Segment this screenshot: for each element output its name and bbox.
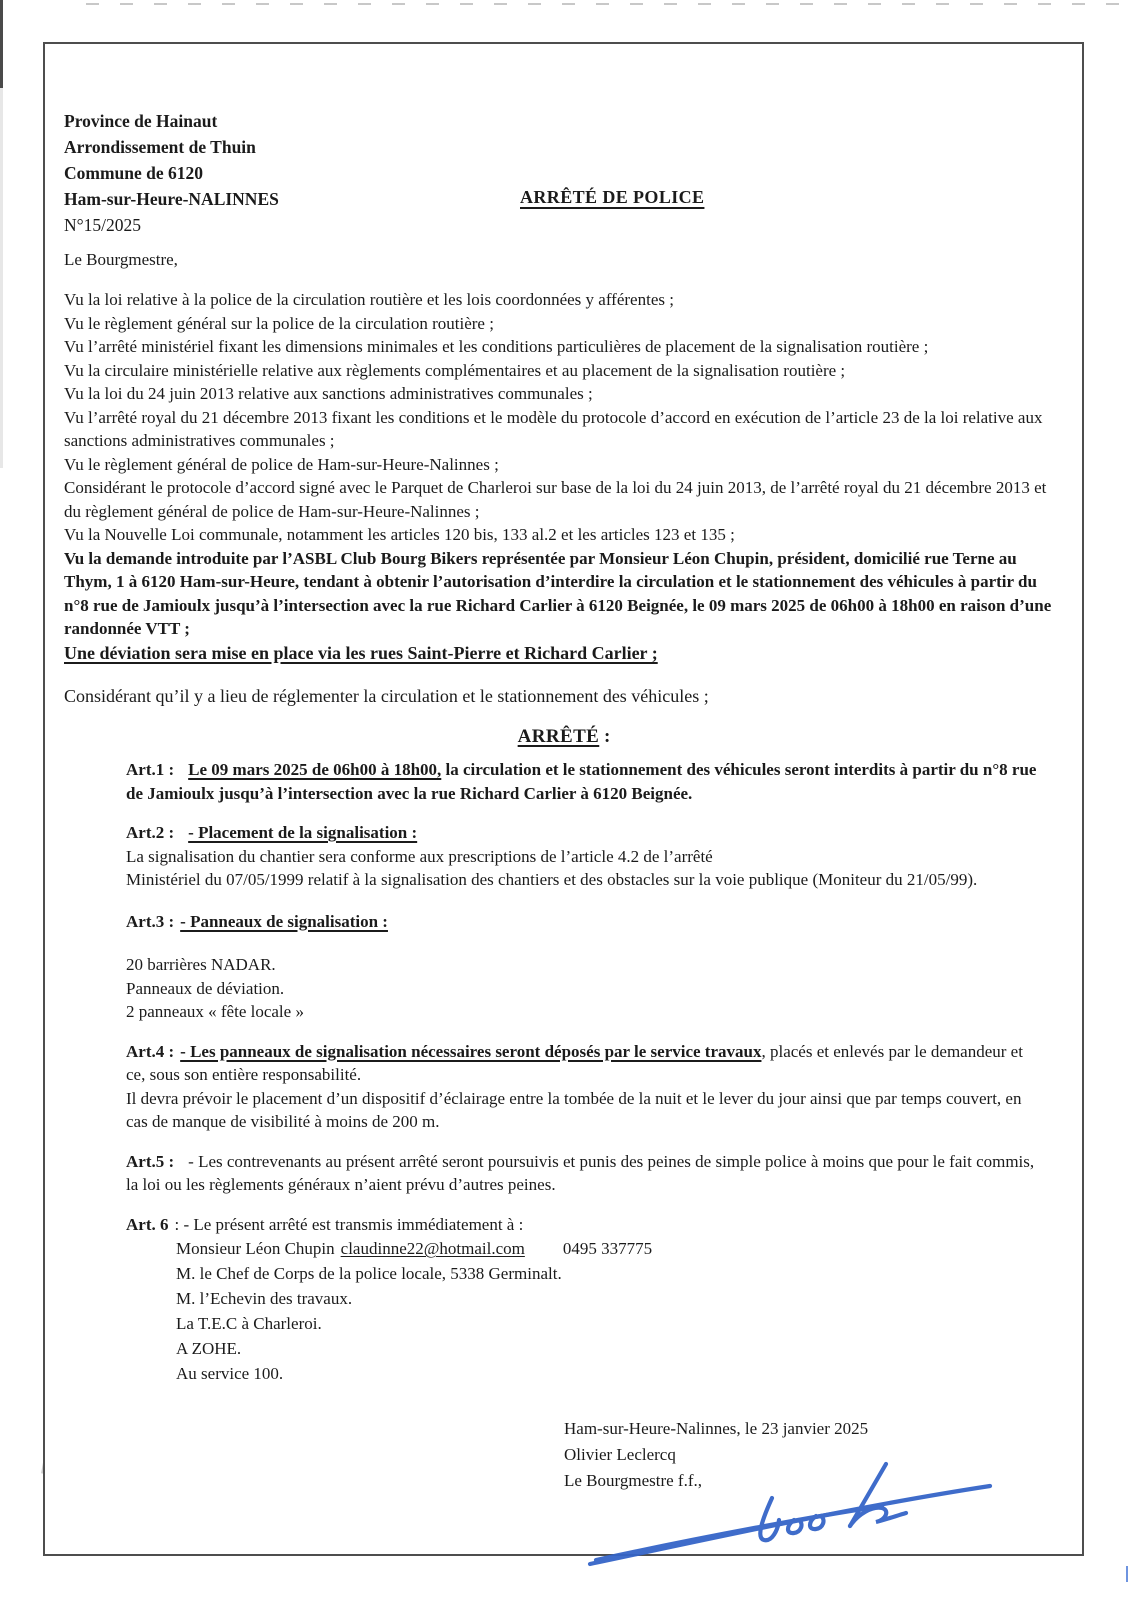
article-4-underlined: - Les panneaux de signalisation nécessaires seront déposés par le service travaux <box>180 1041 762 1061</box>
document-frame <box>43 42 1084 1556</box>
recipient: M. le Chef de Corps de la police locale, 5338 Germinalt. <box>176 1264 562 1283</box>
recital: Vu l’arrêté royal du 21 décembre 2013 fixant les conditions et le modèle du protocole d’accord en exécution de l’article 23 de la loi relative aux sanctions administratives communales ; <box>64 407 1043 450</box>
article-3-heading: - Panneaux de signalisation : <box>180 911 388 931</box>
recital: Vu la loi du 24 juin 2013 relative aux sanctions administratives communales ; <box>64 384 593 403</box>
article-4-body: , placés et enlevés par le demandeur et ce, sous son entière responsabilité. <box>126 1041 1023 1084</box>
article-5 <box>126 1150 1046 1197</box>
recital: Vu la loi relative à la police de la circulation routière et les lois coordonnées y afférentes ; <box>64 290 674 309</box>
deviation-notice: Une déviation sera mise en place via les rues Saint-Pierre et Richard Carlier ; <box>64 642 658 663</box>
issuer-commune: Commune de 6120 <box>64 163 204 183</box>
decree-heading <box>64 725 1064 749</box>
article-1-label: Art.1 : <box>126 760 175 779</box>
issuer-municipality: Ham-sur-Heure-NALINNES <box>64 189 279 209</box>
decree-ref-number: N°15/2025 <box>64 215 141 235</box>
article-2 <box>126 821 1046 892</box>
request-recital: Vu la demande introduite par l’ASBL Club Bourg Bikers représentée par Monsieur Léon Chupin, président, domicilié rue Terne au Thym, 1 à 6120 Ham-sur-Heure, tendant à obtenir l’autorisation d’interdire la circulation et le stationnement des véhicules à partir du n°8 rue de Jamioulx jusqu’à l’intersection avec la rue Richard Carlier à 6120 Beignée, le 09 mars 2025 de 06h00 à 18h00 en raison d’une randonnée VTT ; <box>64 548 1052 638</box>
article-6-intro: : - Le présent arrêté est transmis immédiatement à : <box>174 1214 524 1234</box>
article-6-label: Art. 6 <box>126 1214 169 1234</box>
article-3-items <box>126 953 1046 1024</box>
signature-block <box>564 1416 1064 1494</box>
recital: Considérant le protocole d’accord signé avec le Parquet de Charleroi sur base de la loi du 24 juin 2013, de l’arrêté royal du 21 décembre 2013 et du règlement général de police de Ham-sur-Heure-Nalinnes ; <box>64 478 1047 521</box>
scan-artifact <box>1126 1566 1128 1582</box>
article-6 <box>126 1213 1046 1387</box>
article-3-label: Art.3 : <box>126 911 175 931</box>
recital: Vu le règlement général de police de Ham-sur-Heure-Nalinnes ; <box>64 454 499 474</box>
signature-signer-title: Le Bourgmestre f.f., <box>564 1471 703 1490</box>
recipient-name: Monsieur Léon Chupin <box>176 1239 335 1258</box>
signal-item: Panneaux de déviation. <box>126 978 285 998</box>
signature-scribble <box>586 1456 996 1571</box>
article-1 <box>126 758 1046 805</box>
article-4-label: Art.4 : <box>126 1041 175 1061</box>
issuer-province: Province de Hainaut <box>64 111 218 131</box>
scan-noise-line <box>86 3 1120 5</box>
article-3 <box>126 910 1046 1024</box>
article-1-body: la circulation et le stationnement des véhicules seront interdits à partir du n°8 rue de Jamioulx jusqu’à l’intersection avec la rue Richard Carlier à 6120 Beignée. <box>126 760 1037 803</box>
salutation: Le Bourgmestre, <box>64 250 178 269</box>
recipient: Au service 100. <box>176 1364 284 1383</box>
decree-heading-word: ARRÊTÉ <box>517 725 600 747</box>
decree-heading-colon: : <box>599 725 611 747</box>
article-2-line1: La signalisation du chantier sera conforme aux prescriptions de l’article 4.2 de l’arrêté <box>126 846 713 866</box>
article-1-text <box>126 758 1046 805</box>
article-3-heading-line <box>126 910 1046 934</box>
preamble-recitals <box>64 288 1064 666</box>
recipient-primary <box>176 1236 1046 1261</box>
article-5-body: - Les contrevenants au présent arrêté seront poursuivis et punis des peines de simple police à moins que pour le fait commis, la loi ou les règlements généraux n’aient prévu d’autres peines. <box>126 1151 1035 1194</box>
article-5-label: Art.5 : <box>126 1151 175 1171</box>
recital: Vu la circulaire ministérielle relative aux règlements complémentaires et au placement de la signalisation routière ; <box>64 360 846 380</box>
scan-edge-artifact <box>0 88 3 468</box>
document-title: ARRÊTÉ DE POLICE <box>520 187 705 207</box>
signature-place-date: Ham-sur-Heure-Nalinnes, le 23 janvier 2025 <box>564 1419 869 1438</box>
recipient-phone: 0495 337775 <box>562 1239 653 1258</box>
article-6-recipients <box>176 1236 1046 1386</box>
document-header <box>64 108 1064 238</box>
recipient: La T.E.C à Charleroi. <box>176 1314 322 1333</box>
article-2-label: Art.2 : <box>126 823 175 842</box>
recital: Vu la Nouvelle Loi communale, notamment les articles 120 bis, 133 al.2 et les articles 123 et 135 ; <box>64 525 735 544</box>
considering-clause: Considérant qu’il y a lieu de réglementer la circulation et le stationnement des véhicules ; <box>64 685 709 706</box>
recipient: M. l’Echevin des travaux. <box>176 1289 353 1308</box>
article-5-text <box>126 1150 1046 1197</box>
article-2-line2: Ministériel du 07/05/1999 relatif à la signalisation des chantiers et des obstacles sur la voie publique (Moniteur du 21/05/99). <box>126 870 978 889</box>
article-2-heading-line <box>126 821 1046 845</box>
article-6-intro-line <box>126 1213 1046 1237</box>
article-4-text <box>126 1040 1046 1087</box>
article-1-date-underlined: Le 09 mars 2025 de 06h00 à 18h00, <box>188 760 442 779</box>
article-4-paragraph-2: Il devra prévoir le placement d’un dispositif d’éclairage entre la tombée de la nuit et le lever du jour ainsi que par temps couvert, en cas de manque de visibilité à moins de 200 m. <box>126 1088 1022 1131</box>
signal-item: 20 barrières NADAR. <box>126 955 276 974</box>
signature-signer-name: Olivier Leclercq <box>564 1445 676 1464</box>
recital: Vu l’arrêté ministériel fixant les dimensions minimales et les conditions particulières de placement de la signalisation routière ; <box>64 337 929 356</box>
recital: Vu le règlement général sur la police de la circulation routière ; <box>64 313 494 333</box>
scan-edge-artifact <box>0 0 3 88</box>
issuer-arrondissement: Arrondissement de Thuin <box>64 137 256 157</box>
article-4 <box>126 1040 1046 1134</box>
article-2-heading: - Placement de la signalisation : <box>188 823 418 842</box>
recipient: A ZOHE. <box>176 1339 242 1358</box>
recipient-email: claudinne22@hotmail.com <box>340 1239 525 1258</box>
signal-item: 2 panneaux « fête locale » <box>126 1002 304 1021</box>
